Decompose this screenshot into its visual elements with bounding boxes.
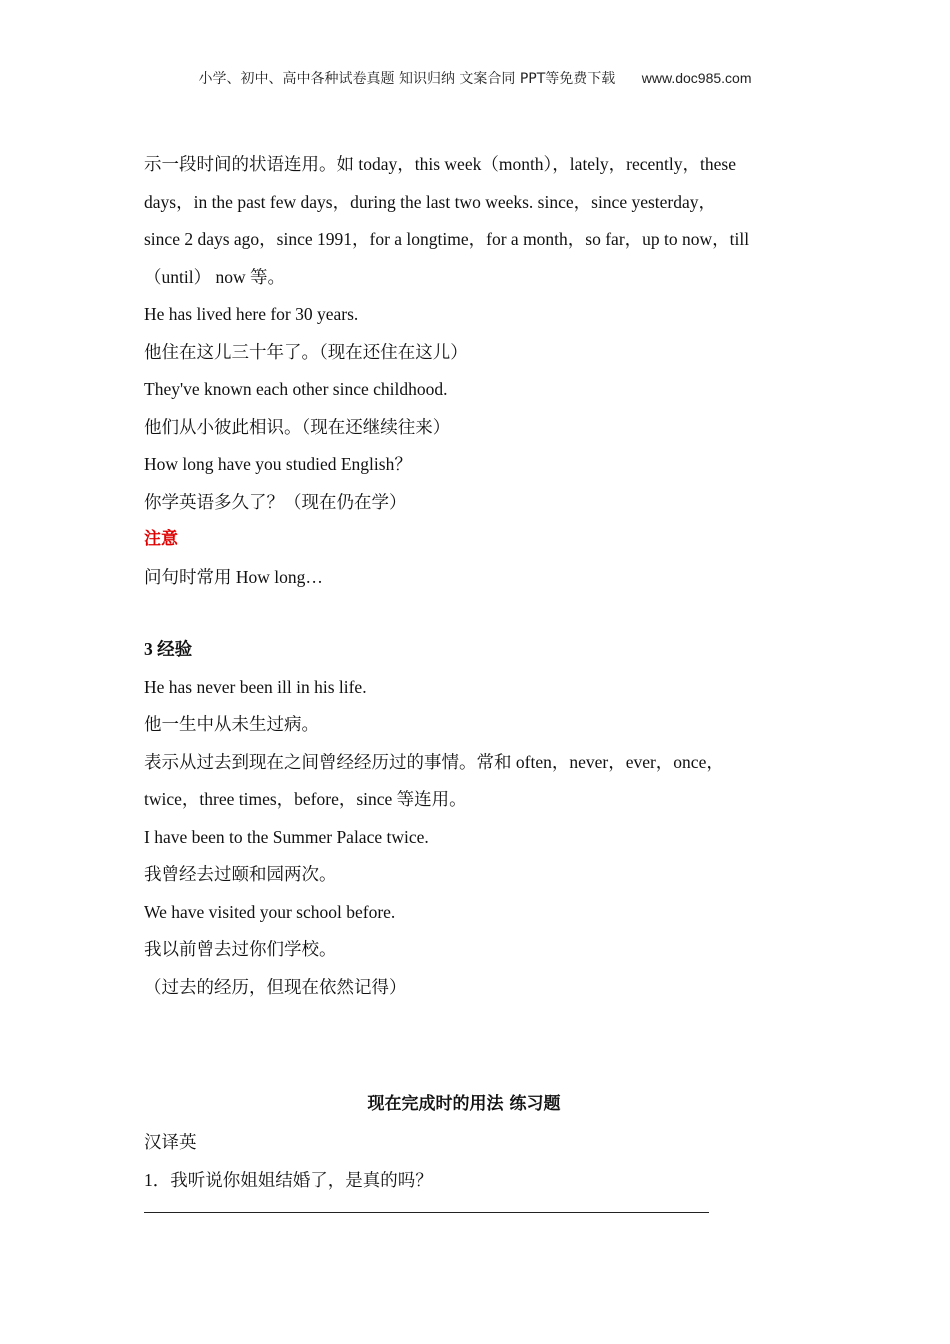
text-line: 表示从过去到现在之间曾经经历过的事情。常和 often，never，ever，once， [144, 751, 724, 772]
answer-line[interactable] [144, 1211, 709, 1213]
header-site: www.doc985.com [641, 70, 752, 86]
text-line: （过去的经历，但现在依然记得） [144, 976, 407, 997]
exercise-title: 现在完成时的用法 练习题 [367, 1094, 561, 1114]
page-header [0, 68, 950, 88]
question-1: 1．我听说你姐姐结婚了，是真的吗？ [144, 1169, 433, 1190]
exercise-type: 汉译英 [144, 1132, 197, 1152]
note-label: 注意 [144, 529, 178, 549]
example-en: They've known each other since childhood. [144, 379, 448, 399]
example-zh: 他一生中从未生过病。 [144, 714, 319, 734]
text-line: 示一段时间的状语连用。如 today，this week（month），lately，recently，these [144, 154, 736, 174]
text-line: （until） now 等。 [144, 266, 285, 287]
example-en: He has never been ill in his life. [144, 676, 367, 697]
text-line: days，in the past few days，during the last two weeks. since，since yesterday， [144, 191, 717, 212]
example-en: How long have you studied English？ [144, 454, 412, 474]
example-en: I have been to the Summer Palace twice. [144, 826, 429, 847]
example-zh: 他们从小彼此相识。（现在还继续往来） [144, 416, 451, 437]
document-body [144, 150, 812, 1213]
header-text: 小学、初中、高中各种试卷真题 知识归纳 文案合同 PPT等免费下载 [198, 71, 616, 87]
example-zh: 我曾经去过颐和园两次。 [144, 864, 337, 884]
example-en: We have visited your school before. [144, 901, 396, 922]
section-title: 3 经验 [144, 639, 193, 659]
example-zh: 你学英语多久了？（现在仍在学） [144, 491, 407, 512]
example-zh: 我以前曾去过你们学校。 [144, 939, 337, 959]
example-zh: 他住在这儿三十年了。（现在还住在这儿） [144, 341, 468, 362]
text-line: since 2 days ago，since 1991，for a longtime，for a month，so far，up to now，till [144, 229, 750, 249]
example-en: He has lived here for 30 years. [144, 304, 359, 324]
note-text: 问句时常用 How long… [144, 566, 323, 587]
text-line: twice，three times，before，since 等连用。 [144, 789, 467, 809]
